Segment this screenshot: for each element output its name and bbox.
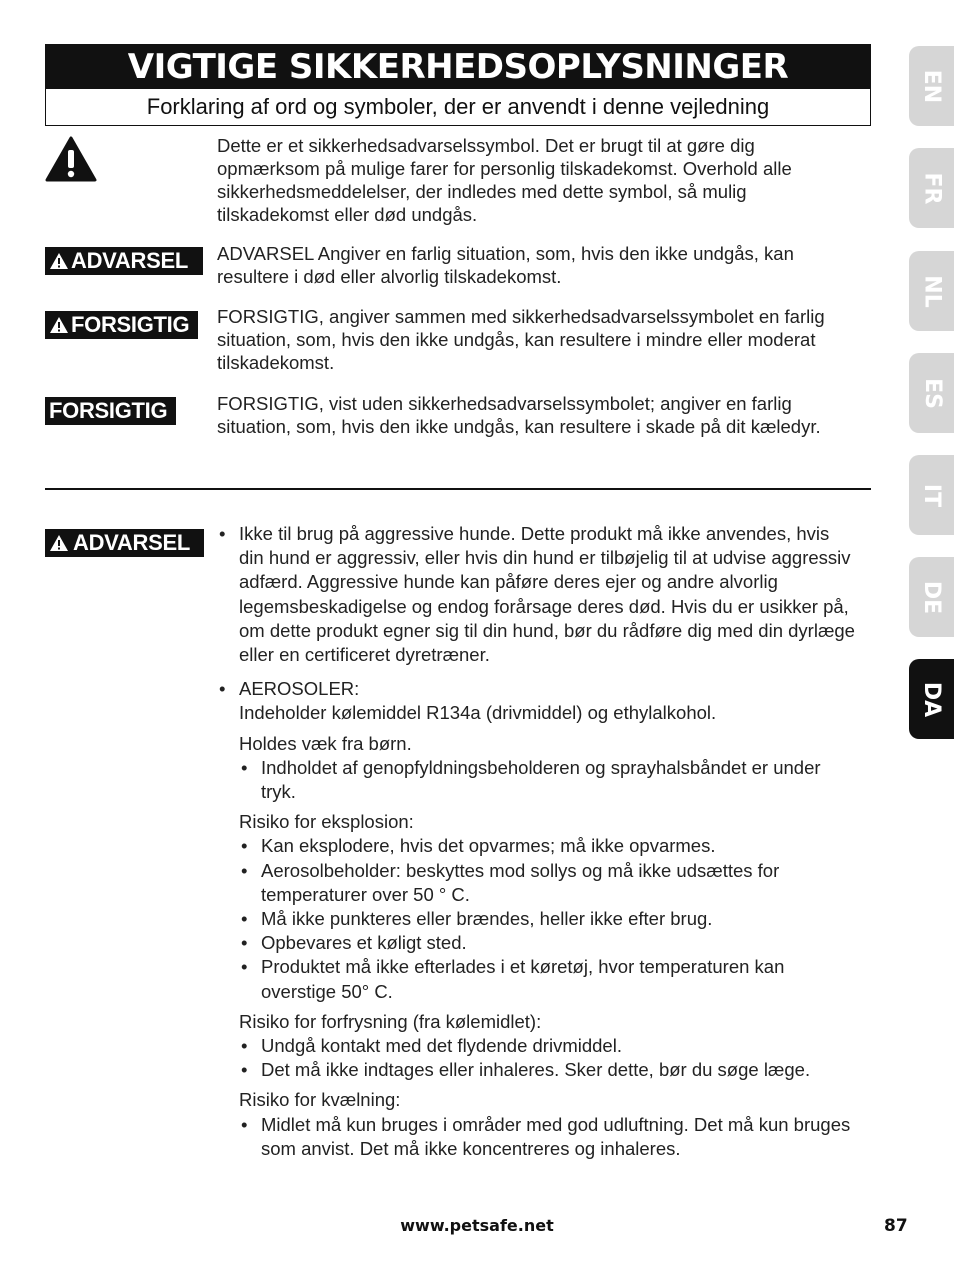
signal-word-advarsel: ADVARSEL <box>45 247 203 275</box>
children-group <box>217 732 857 805</box>
tab-lang-da[interactable]: DA <box>909 659 954 739</box>
aerosol-heading: • AEROSOLER: <box>239 678 360 700</box>
warning-triangle-icon <box>45 136 97 187</box>
frostbite-group <box>217 1010 857 1083</box>
footer-url[interactable]: www.petsafe.net <box>400 1216 554 1235</box>
page-subtitle: Forklaring af ord og symboler, der er anvendt i denne vejledning <box>146 94 770 119</box>
definition-text: Dette er et sikkerhedsadvarselssymbol. Det er brugt til at gøre dig opmærksom på mulige farer for personlig tilskadekomst. Overhold alle sikkerhedsmeddelelser, der indledes med dette symbol, så mulig tilskadekomst eller død undgås. <box>217 135 792 225</box>
warning-body <box>217 522 857 1161</box>
group-heading: Risiko for forfrysning (fra kølemidlet): <box>239 1010 542 1032</box>
alert-triangle-icon <box>49 252 69 270</box>
signal-word-forsigtig: FORSIGTIG <box>45 311 198 339</box>
group-heading: Holdes væk fra børn. <box>239 732 412 754</box>
alert-triangle-icon <box>49 534 69 552</box>
list-item: • Midlet må kun bruges i områder med god udluftning. Det må kun bruges som anvist. Det må ikke koncentreres og inhaleres. <box>239 1113 857 1161</box>
aerosol-contents: Indeholder kølemiddel R134a (drivmiddel) og ethylalkohol. <box>239 702 717 724</box>
list-item: • Må ikke punkteres eller brændes, heller ikke efter brug. <box>239 907 857 931</box>
group-heading: Risiko for eksplosion: <box>239 811 414 833</box>
group-heading: Risiko for kvælning: <box>239 1089 401 1111</box>
list-item: • Indholdet af genopfyldningsbeholderen og sprayhalsbåndet er under tryk. <box>239 756 857 804</box>
section-divider <box>45 488 871 490</box>
definition-text: ADVARSEL Angiver en farlig situation, som, hvis den ikke undgås, kan resultere i død eller alvorlig tilskadekomst. <box>217 243 794 287</box>
list-item: • Kan eksplodere, hvis det opvarmes; må ikke opvarmes. <box>239 834 857 858</box>
definition-text: FORSIGTIG, vist uden sikkerhedsadvarselssymbolet; angiver en farlig situation, som, hvis den ikke undgås, kan resultere i skade på dit kæledyr. <box>217 393 821 437</box>
list-item: • Ikke til brug på aggressive hunde. Dette produkt må ikke anvendes, hvis din hund er aggressiv, eller hvis din hund er tilbøjelig til at udvise aggressiv adfærd. Aggressive hunde kan påføre deres ejer og andre alvorlig legemsbeskadigelse og endog forårsage deres død. Hvis du er usikker på, om dette produkt egner sig til din hund, bør du rådføre dig med din dyrlæge eller en certificeret dyretræner. <box>217 522 857 667</box>
tab-lang-en[interactable]: EN <box>909 46 954 126</box>
list-item: • Opbevares et køligt sted. <box>239 931 857 955</box>
list-item-aerosol <box>217 677 857 725</box>
tab-lang-nl[interactable]: NL <box>909 251 954 331</box>
list-item: • Undgå kontakt med det flydende drivmiddel. <box>239 1034 857 1058</box>
alert-triangle-icon <box>49 316 69 334</box>
list-item: • Produktet må ikke efterlades i et køretøj, hvor temperaturen kan overstige 50° C. <box>239 955 857 1003</box>
signal-word-advarsel-section: ADVARSEL <box>45 529 204 557</box>
page-title: VIGTIGE SIKKERHEDSOPLYSNINGER <box>46 45 870 89</box>
list-item: • Det må ikke indtages eller inhaleres. Sker dette, bør du søge læge. <box>239 1058 857 1082</box>
header-box <box>45 44 871 126</box>
list-item: • Aerosolbeholder: beskyttes mod sollys og må ikke udsættes for temperaturer over 50 ° C. <box>239 859 857 907</box>
page-number: 87 <box>884 1216 908 1236</box>
tab-lang-it[interactable]: IT <box>909 455 954 535</box>
signal-word-forsigtig-plain: FORSIGTIG <box>45 397 176 425</box>
tab-lang-fr[interactable]: FR <box>909 148 954 228</box>
definition-text: FORSIGTIG, angiver sammen med sikkerhedsadvarselssymbolet en farlig situation, som, hvis den ikke undgås, kan resultere i mindre eller moderat tilskadekomst. <box>217 306 825 373</box>
explosion-group <box>217 810 857 1004</box>
tab-lang-es[interactable]: ES <box>909 353 954 433</box>
tab-lang-de[interactable]: DE <box>909 557 954 637</box>
suffocation-group <box>217 1088 857 1161</box>
